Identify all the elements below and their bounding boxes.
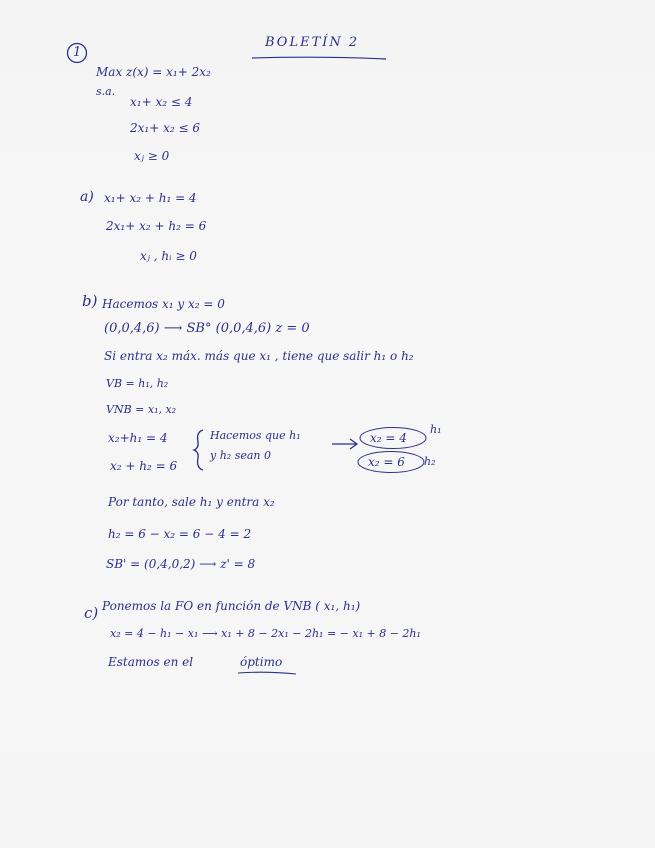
part-c-line-1: Ponemos la FO en función de VNB ( x₁, h₁) [102,599,361,613]
result-arrow [330,437,360,451]
ratio-result-2-tag: h₂ [424,455,436,468]
new-basic-solution: SB' = (0,4,0,2) ⟶ z' = 8 [106,557,256,571]
initial-basic-solution: (0,0,4,6) ⟶ SB° (0,0,4,6) z = 0 [104,321,310,336]
h2-calculation: h₂ = 6 − x₂ = 6 − 4 = 2 [108,527,252,541]
curly-brace [192,428,206,472]
page-title: BOLETÍN 2 [265,35,360,50]
basic-variables: VB = h₁, h₂ [106,377,169,390]
optimal-word: óptimo [240,655,283,669]
constraint-3: xⱼ ≥ 0 [134,149,170,163]
ratio-result-1-tag: h₁ [430,423,442,436]
ratio-equation-1: x₂+h₁ = 4 [108,431,168,445]
subject-to-label: s.a. [96,85,116,98]
part-b-intro: Hacemos x₁ y x₂ = 0 [102,297,225,311]
part-a-label: a) [80,189,94,205]
pivot-conclusion: Por tanto, sale h₁ y entra x₂ [108,495,275,509]
objective-function: Max z(x) = x₁+ 2x₂ [96,65,211,79]
problem-number: 1 [73,45,82,60]
title-underline [250,54,390,62]
ratio-result-2: x₂ = 6 [368,455,405,469]
ratio-equation-2: x₂ + h₂ = 6 [110,459,178,473]
brace-note-line-1: Hacemos que h₁ [210,429,301,442]
constraint-1: x₁+ x₂ ≤ 4 [130,95,193,109]
constraint-2: 2x₁+ x₂ ≤ 6 [130,121,200,135]
part-a-line-2: 2x₁+ x₂ + h₂ = 6 [106,219,207,233]
non-basic-variables: VNB = x₁, x₂ [106,403,177,416]
part-c-label: c) [84,604,99,622]
brace-note-line-2: y h₂ sean 0 [210,449,271,462]
part-b-label: b) [82,292,98,310]
part-a-line-3: xⱼ , hᵢ ≥ 0 [140,249,197,263]
part-c-line-2: x₂ = 4 − h₁ − x₁ ⟶ x₁ + 8 − 2x₁ − 2h₁ = − x₁ + 8 − 2h₁ [110,627,421,640]
part-c-line-3: Estamos en el [108,655,194,669]
optimal-underline [236,670,300,676]
part-a-line-1: x₁+ x₂ + h₁ = 4 [104,191,197,205]
entering-variable-note: Si entra x₂ máx. más que x₁ , tiene que salir h₁ o h₂ [104,349,414,363]
ratio-result-1: x₂ = 4 [370,431,407,445]
